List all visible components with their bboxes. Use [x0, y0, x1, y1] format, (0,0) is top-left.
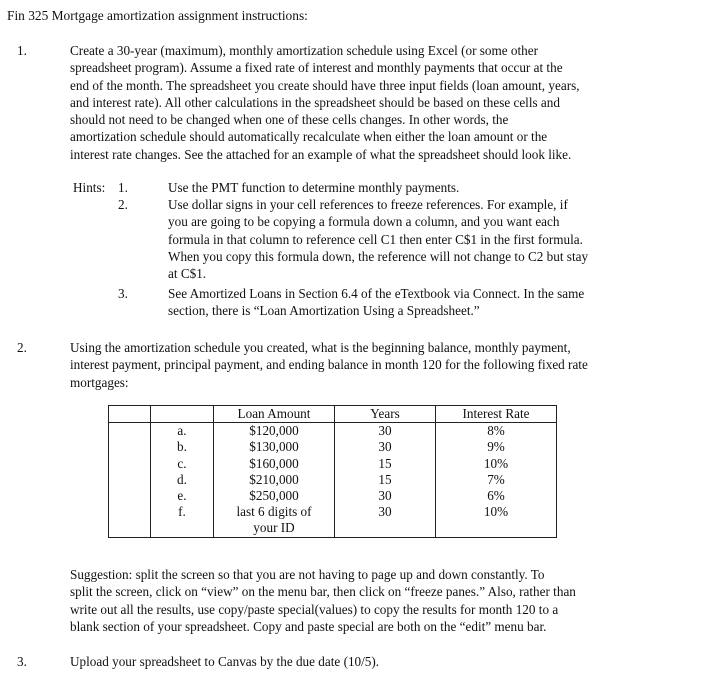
table-row [109, 456, 557, 472]
hint-2-text [168, 196, 688, 282]
suggestion-line: write out all the results, use copy/paste special(values) to copy the results for month 120 to a [70, 601, 559, 617]
item-3-text [70, 653, 695, 670]
table-header-blank [151, 406, 214, 423]
item-2-text [70, 339, 695, 391]
row-letter: f. [151, 504, 214, 520]
row-years: 30 [335, 488, 436, 504]
item-2-number: 2. [17, 340, 27, 355]
item-1-text [70, 42, 695, 163]
item-1-line: spreadsheet program). Assume a fixed rate of interest and monthly payments that occur at the [70, 60, 563, 76]
table-row [109, 504, 557, 520]
row-letter: b. [151, 439, 214, 455]
row-interest-rate: 8% [436, 423, 557, 440]
suggestion-text [70, 566, 700, 635]
table-header-row [109, 406, 557, 423]
row-loan-amount-cont: your ID [214, 520, 335, 537]
row-interest-rate: 7% [436, 472, 557, 488]
table-header-loan-amount: Loan Amount [214, 406, 335, 423]
row-letter: a. [151, 423, 214, 440]
row-interest-rate: 10% [436, 456, 557, 472]
table-header-blank [109, 406, 151, 423]
suggestion-line: Suggestion: split the screen so that you are not having to page up and down constantly. To [70, 567, 545, 582]
suggestion-line: split the screen, click on “view” on the menu bar, then click on “freeze panes.” Also, rather than [70, 584, 576, 600]
item-1-number: 1. [17, 43, 27, 58]
hint-2-line: at C$1. [168, 266, 207, 282]
row-years: 30 [335, 439, 436, 455]
hint-2-line: When you copy this formula down, the reference will not change to C2 but stay [168, 248, 589, 264]
row-interest-rate: 9% [436, 439, 557, 455]
hint-2-line: formula in that column to reference cell C1 then enter C$1 in the first formula. [168, 231, 583, 247]
row-loan-amount: $250,000 [214, 488, 335, 504]
hint-1-line: Use the PMT function to determine monthly payments. [168, 180, 460, 195]
row-letter: c. [151, 456, 214, 472]
hint-3-number: 3. [118, 286, 128, 301]
table-row [109, 423, 557, 440]
row-loan-amount: $160,000 [214, 456, 335, 472]
hints-label: Hints: [73, 180, 106, 195]
hint-2-line: you are going to be copying a formula down a column, and you want each [168, 214, 560, 230]
row-loan-amount: last 6 digits of [214, 504, 335, 520]
hint-1-text [168, 179, 688, 196]
hint-3-line: See Amortized Loans in Section 6.4 of the eTextbook via Connect. In the same [168, 286, 585, 301]
item-1-line: interest rate changes. See the attached for an example of what the spreadsheet should look like. [70, 146, 572, 162]
row-years: 30 [335, 423, 436, 440]
item-1-line: end of the month. The spreadsheet you create should have three input fields (loan amount, years, [70, 77, 580, 93]
table-row [109, 439, 557, 455]
table-row [109, 472, 557, 488]
item-1-line: Create a 30-year (maximum), monthly amortization schedule using Excel (or some other [70, 43, 539, 58]
row-years: 30 [335, 504, 436, 520]
hint-3-line: section, there is “Loan Amortization Using a Spreadsheet.” [168, 303, 480, 319]
mortgage-table [108, 405, 557, 538]
table-row [109, 520, 557, 537]
table-row [109, 488, 557, 504]
item-2-line: mortgages: [70, 374, 129, 390]
document-title: Fin 325 Mortgage amortization assignment instructions: [7, 8, 308, 23]
hint-1-number: 1. [118, 180, 128, 195]
table-header-interest-rate: Interest Rate [436, 406, 557, 423]
row-interest-rate: 6% [436, 488, 557, 504]
row-interest-rate: 10% [436, 504, 557, 520]
item-1-line: amortization schedule should automatically recalculate when either the loan amount or the [70, 129, 548, 145]
item-2-line: interest payment, principal payment, and ending balance in month 120 for the following fixed rate [70, 357, 588, 373]
item-3-number: 3. [17, 654, 27, 669]
row-letter: d. [151, 472, 214, 488]
item-3-line: Upload your spreadsheet to Canvas by the due date (10/5). [70, 654, 380, 669]
hint-2-line: Use dollar signs in your cell references to freeze references. For example, if [168, 197, 568, 212]
row-loan-amount: $210,000 [214, 472, 335, 488]
item-1-line: and interest rate). All other calculations in the spreadsheet should be based on these cells and [70, 94, 560, 110]
row-years: 15 [335, 456, 436, 472]
row-loan-amount: $120,000 [214, 423, 335, 440]
row-years: 15 [335, 472, 436, 488]
item-2-line: Using the amortization schedule you created, what is the beginning balance, monthly payment, [70, 340, 571, 355]
row-loan-amount: $130,000 [214, 439, 335, 455]
hint-2-number: 2. [118, 197, 128, 212]
suggestion-line: blank section of your spreadsheet. Copy and paste special are both on the “edit” menu bar. [70, 618, 547, 634]
hint-3-text [168, 285, 688, 320]
row-letter: e. [151, 488, 214, 504]
item-1-line: should not need to be changed when one of these cells changes. In other words, the [70, 112, 509, 128]
table-header-years: Years [335, 406, 436, 423]
